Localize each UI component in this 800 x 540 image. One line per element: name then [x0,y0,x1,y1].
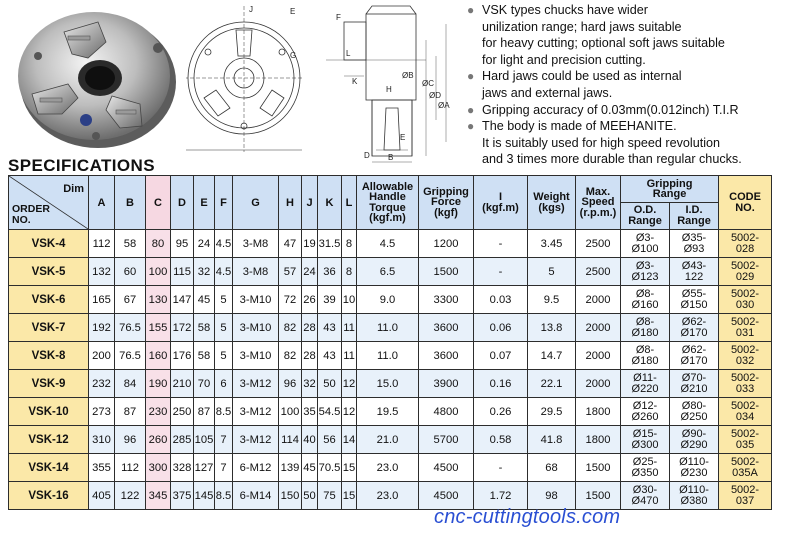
cell-g: 3-M12 [233,370,279,398]
feature-text: The body is made of MEEHANITE. [482,119,677,134]
table-row [9,230,772,258]
cell-order: VSK-4 [9,230,89,258]
label-k: K [352,77,358,86]
cell-c: 130 [146,286,171,314]
cell-id-range: Ø90- Ø290 [670,426,719,454]
cell-g: 3-M10 [233,342,279,370]
cell-l: 15 [342,482,357,510]
cell-l: 12 [342,370,357,398]
cell-code: 5002- 037 [719,482,772,510]
cell-g: 6-M14 [233,482,279,510]
label-e2: E [400,133,406,142]
cell-e: 45 [194,286,215,314]
cell-order: VSK-14 [9,454,89,482]
cell-od-range: Ø12- Ø260 [621,398,670,426]
bullet-icon: ● [467,3,475,17]
cell-a: 232 [89,370,115,398]
cell-j: 28 [302,314,318,342]
cell-j: 26 [302,286,318,314]
table-row [9,398,772,426]
cell-od-range: Ø8- Ø180 [621,342,670,370]
header-od-range: O.D. Range [621,203,670,230]
cell-a: 200 [89,342,115,370]
cell-force: 5700 [419,426,474,454]
cell-weight: 22.1 [528,370,576,398]
label-e: E [290,7,296,16]
cell-od-range: Ø25- Ø350 [621,454,670,482]
watermark: cnc-cuttingtools.com [434,506,621,528]
cell-f: 8.5 [215,482,233,510]
cell-j: 28 [302,342,318,370]
label-b: B [388,153,394,162]
header-weight: Weight (kgs) [528,176,576,230]
cell-speed: 2000 [576,370,621,398]
cell-code: 5002- 028 [719,230,772,258]
cell-code: 5002- 032 [719,342,772,370]
cell-l: 8 [342,258,357,286]
cell-b: 112 [115,454,146,482]
table-row [9,286,772,314]
chuck-photo [2,2,180,152]
cell-order: VSK-9 [9,370,89,398]
table-row [9,454,772,482]
label-phi-b: ØB [402,71,414,80]
header-col-e: E [194,176,215,230]
cell-a: 273 [89,398,115,426]
cell-inertia: 0.26 [474,398,528,426]
table-row [9,482,772,510]
cell-j: 45 [302,454,318,482]
header-col-j: J [302,176,318,230]
cell-j: 24 [302,258,318,286]
cell-id-range: Ø80- Ø250 [670,398,719,426]
cell-force: 1200 [419,230,474,258]
cell-a: 112 [89,230,115,258]
cell-h: 114 [279,426,302,454]
cell-torque: 11.0 [357,314,419,342]
cell-speed: 1800 [576,426,621,454]
cell-k: 54.5 [318,398,342,426]
table-row [9,426,772,454]
cell-speed: 2500 [576,230,621,258]
cell-b: 58 [115,230,146,258]
cell-torque: 15.0 [357,370,419,398]
cell-b: 60 [115,258,146,286]
cell-h: 150 [279,482,302,510]
header-force: Gripping Force (kgf) [419,176,474,230]
cell-id-range: Ø62- Ø170 [670,314,719,342]
cell-weight: 5 [528,258,576,286]
cell-id-range: Ø62- Ø170 [670,342,719,370]
cell-od-range: Ø3- Ø123 [621,258,670,286]
cell-order: VSK-5 [9,258,89,286]
feature-text: Hard jaws could be used as internal [482,69,682,84]
cell-d: 147 [171,286,194,314]
cell-f: 6 [215,370,233,398]
cell-f: 7 [215,426,233,454]
cell-code: 5002- 035 [719,426,772,454]
cell-code: 5002- 031 [719,314,772,342]
header-inertia: I (kgf.m) [474,176,528,230]
feature-text: jaws and external jaws. [482,85,613,100]
cell-code: 5002- 033 [719,370,772,398]
cell-h: 72 [279,286,302,314]
bullet-icon: ● [467,102,475,117]
cell-torque: 19.5 [357,398,419,426]
feature-text: It is suitably used for high speed revolution [482,135,721,150]
cell-h: 82 [279,314,302,342]
cell-d: 176 [171,342,194,370]
cell-torque: 21.0 [357,426,419,454]
table-row [9,370,772,398]
cell-weight: 9.5 [528,286,576,314]
cell-f: 7 [215,454,233,482]
feature-text: and 3 times more durable than regular chucks. [482,152,742,167]
cell-inertia: 0.03 [474,286,528,314]
cell-od-range: Ø30- Ø470 [621,482,670,510]
feature-text: for heavy cutting; optional soft jaws suitable [482,36,725,51]
cell-b: 76.5 [115,342,146,370]
table-row [9,258,772,286]
cell-code: 5002- 030 [719,286,772,314]
cell-force: 3600 [419,314,474,342]
cell-e: 24 [194,230,215,258]
cell-f: 8.5 [215,398,233,426]
feature-item [467,102,797,119]
cell-e: 58 [194,342,215,370]
header-col-l: L [342,176,357,230]
cell-h: 139 [279,454,302,482]
cell-b: 84 [115,370,146,398]
cell-torque: 6.5 [357,258,419,286]
cell-id-range: Ø43- 122 [670,258,719,286]
cell-order: VSK-12 [9,426,89,454]
feature-text: VSK types chucks have wider [482,3,648,17]
cell-d: 285 [171,426,194,454]
cell-k: 39 [318,286,342,314]
cell-k: 43 [318,342,342,370]
cell-f: 4.5 [215,258,233,286]
cell-weight: 3.45 [528,230,576,258]
label-phi-a: ØA [438,101,450,110]
header-gripping-range: Gripping Range [621,176,719,203]
header-col-g: G [233,176,279,230]
cell-k: 31.5 [318,230,342,258]
cell-speed: 1500 [576,454,621,482]
cell-d: 115 [171,258,194,286]
cell-d: 375 [171,482,194,510]
cell-torque: 9.0 [357,286,419,314]
cell-d: 328 [171,454,194,482]
cell-od-range: Ø8- Ø180 [621,314,670,342]
cell-k: 50 [318,370,342,398]
cell-k: 56 [318,426,342,454]
feature-text: Gripping accuracy of 0.03mm(0.012inch) T.I.R [482,102,739,117]
cell-e: 105 [194,426,215,454]
cell-l: 12 [342,398,357,426]
cell-force: 4500 [419,454,474,482]
cell-speed: 1800 [576,398,621,426]
section-title: SPECIFICATIONS [8,156,155,175]
cell-id-range: Ø55- Ø150 [670,286,719,314]
cell-torque: 23.0 [357,482,419,510]
cell-speed: 2000 [576,342,621,370]
label-phi-c: ØC [422,79,434,88]
cell-b: 96 [115,426,146,454]
label-l: L [346,49,351,58]
bullet-icon: ● [467,69,475,84]
header-col-k: K [318,176,342,230]
cell-h: 82 [279,342,302,370]
cell-l: 14 [342,426,357,454]
cell-h: 47 [279,230,302,258]
cell-d: 210 [171,370,194,398]
label-d: D [364,151,370,160]
cell-j: 40 [302,426,318,454]
cell-order: VSK-7 [9,314,89,342]
bullet-icon: ● [467,119,475,134]
header-col-a: A [89,176,115,230]
cell-weight: 41.8 [528,426,576,454]
cell-weight: 13.8 [528,314,576,342]
spec-table [8,175,772,510]
cell-inertia: 0.58 [474,426,528,454]
cell-inertia: - [474,258,528,286]
header-col-b: B [115,176,146,230]
cell-order: VSK-10 [9,398,89,426]
cell-c: 80 [146,230,171,258]
cell-a: 132 [89,258,115,286]
cell-g: 3-M12 [233,426,279,454]
cell-b: 87 [115,398,146,426]
cell-e: 87 [194,398,215,426]
cell-e: 32 [194,258,215,286]
feature-item [467,68,797,101]
cell-inertia: 0.06 [474,314,528,342]
cell-a: 165 [89,286,115,314]
cell-k: 43 [318,314,342,342]
cell-speed: 1500 [576,482,621,510]
cell-a: 355 [89,454,115,482]
label-g: G [290,51,297,60]
cell-d: 95 [171,230,194,258]
cell-force: 3300 [419,286,474,314]
label-h: H [386,85,392,94]
cell-g: 3-M10 [233,314,279,342]
cell-c: 300 [146,454,171,482]
table-row [9,342,772,370]
cell-l: 15 [342,454,357,482]
cell-k: 75 [318,482,342,510]
cell-g: 3-M8 [233,230,279,258]
cell-code: 5002- 034 [719,398,772,426]
cell-force: 1500 [419,258,474,286]
cell-code: 5002- 035A [719,454,772,482]
cell-a: 310 [89,426,115,454]
cell-f: 4.5 [215,230,233,258]
header-code: CODE NO. [719,176,772,230]
cell-h: 100 [279,398,302,426]
cell-torque: 23.0 [357,454,419,482]
cell-a: 405 [89,482,115,510]
feature-text: for light and precision cutting. [482,52,646,67]
cell-od-range: Ø15- Ø300 [621,426,670,454]
cell-l: 11 [342,342,357,370]
header-order: ORDER NO. [12,203,50,226]
cell-order: VSK-8 [9,342,89,370]
cell-e: 145 [194,482,215,510]
cell-j: 50 [302,482,318,510]
cell-d: 172 [171,314,194,342]
header-speed: Max. Speed (r.p.m.) [576,176,621,230]
cell-inertia: - [474,454,528,482]
cell-k: 70.5 [318,454,342,482]
cell-speed: 2000 [576,314,621,342]
cell-g: 6-M12 [233,454,279,482]
cell-c: 345 [146,482,171,510]
feature-item [467,2,797,68]
cell-force: 4500 [419,482,474,510]
label-f: F [336,13,341,22]
cell-a: 192 [89,314,115,342]
header-torque: Allowable Handle Torque (kgf.m) [357,176,419,230]
cell-force: 4800 [419,398,474,426]
cell-c: 100 [146,258,171,286]
header-corner [9,176,89,230]
cell-weight: 68 [528,454,576,482]
feature-list [467,2,797,168]
cell-j: 32 [302,370,318,398]
cell-c: 155 [146,314,171,342]
cell-h: 57 [279,258,302,286]
cell-e: 58 [194,314,215,342]
cell-torque: 11.0 [357,342,419,370]
cell-b: 67 [115,286,146,314]
cell-torque: 4.5 [357,230,419,258]
cell-order: VSK-16 [9,482,89,510]
cell-j: 35 [302,398,318,426]
cell-c: 230 [146,398,171,426]
cell-inertia: 1.72 [474,482,528,510]
cell-force: 3900 [419,370,474,398]
cell-f: 5 [215,286,233,314]
cell-id-range: Ø110- Ø380 [670,482,719,510]
cell-e: 70 [194,370,215,398]
cell-b: 76.5 [115,314,146,342]
cell-j: 19 [302,230,318,258]
cell-k: 36 [318,258,342,286]
cell-id-range: Ø35- Ø93 [670,230,719,258]
cell-f: 5 [215,314,233,342]
cell-od-range: Ø8- Ø160 [621,286,670,314]
header-id-range: I.D. Range [670,203,719,230]
cell-speed: 2000 [576,286,621,314]
header-col-c: C [146,176,171,230]
label-j: J [249,5,253,14]
cell-inertia: 0.07 [474,342,528,370]
cell-l: 11 [342,314,357,342]
cell-weight: 98 [528,482,576,510]
header-col-d: D [171,176,194,230]
cell-code: 5002- 029 [719,258,772,286]
cell-l: 8 [342,230,357,258]
feature-item [467,118,797,168]
feature-text: unilization range; hard jaws suitable [482,19,682,34]
header-col-h: H [279,176,302,230]
cell-d: 250 [171,398,194,426]
cell-id-range: Ø70- Ø210 [670,370,719,398]
label-phi-d: ØD [429,91,441,100]
technical-drawing [186,0,458,165]
header-col-f: F [215,176,233,230]
cell-g: 3-M10 [233,286,279,314]
cell-id-range: Ø110- Ø230 [670,454,719,482]
table-row [9,314,772,342]
cell-force: 3600 [419,342,474,370]
cell-c: 190 [146,370,171,398]
cell-weight: 14.7 [528,342,576,370]
cell-h: 96 [279,370,302,398]
cell-g: 3-M12 [233,398,279,426]
cell-f: 5 [215,342,233,370]
cell-speed: 2500 [576,258,621,286]
header-dim: Dim [63,183,84,195]
cell-inertia: 0.16 [474,370,528,398]
cell-od-range: Ø11- Ø220 [621,370,670,398]
cell-inertia: - [474,230,528,258]
cell-c: 160 [146,342,171,370]
cell-b: 122 [115,482,146,510]
cell-l: 10 [342,286,357,314]
cell-weight: 29.5 [528,398,576,426]
cell-g: 3-M8 [233,258,279,286]
cell-od-range: Ø3- Ø100 [621,230,670,258]
cell-e: 127 [194,454,215,482]
cell-c: 260 [146,426,171,454]
cell-order: VSK-6 [9,286,89,314]
